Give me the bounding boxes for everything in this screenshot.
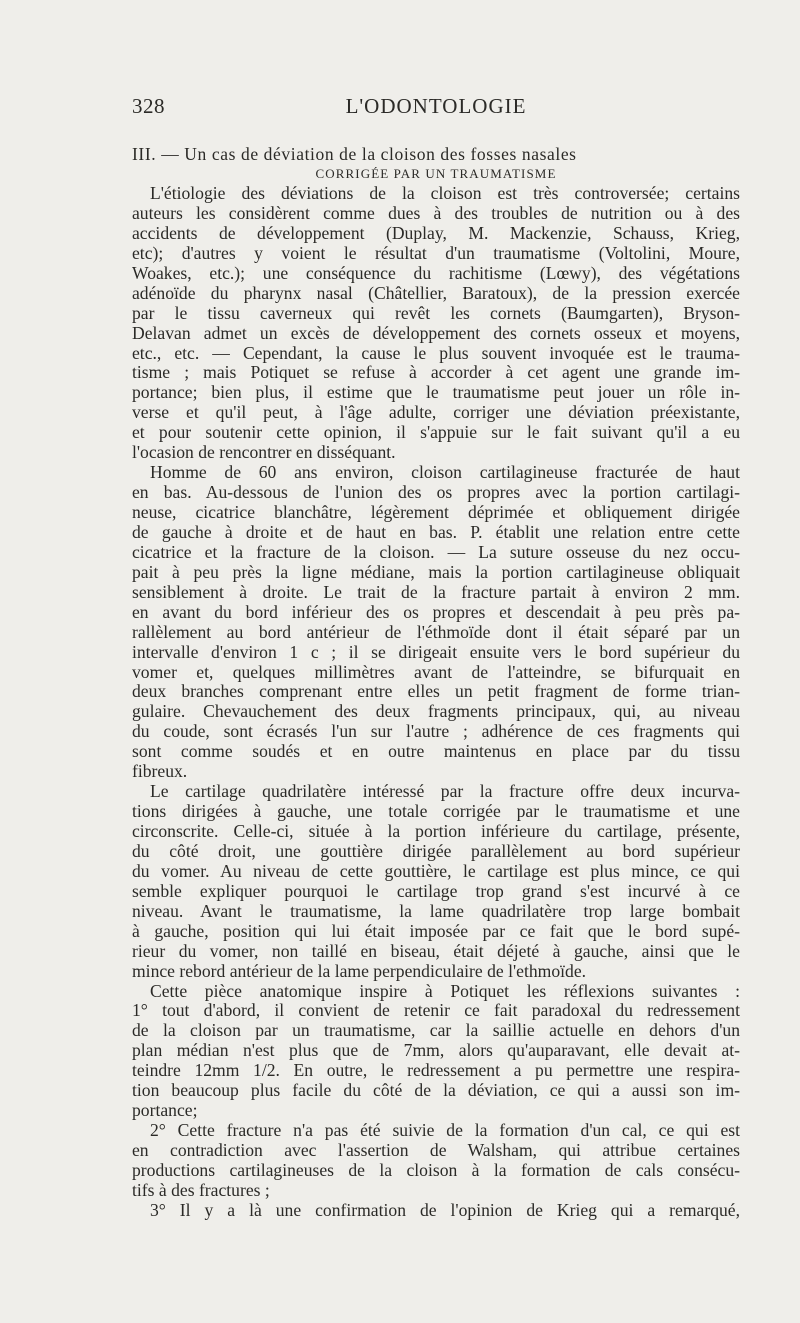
text-line: par le tissu caverneux qui revêt les cornets (Baumgarten), Bryson- (132, 303, 740, 323)
text-line: niveau. Avant le traumatisme, la lame quadrilatère trop large bombait (132, 901, 740, 921)
text-line: mince rebord antérieur de la lame perpendiculaire de l'ethmoïde. (132, 961, 587, 981)
text-line: etc); d'autres y voient le résultat d'un traumatisme (Voltolini, Moure, (132, 243, 740, 263)
article-body (132, 184, 740, 1221)
text-line: sensiblement à droite. Le trait de la fracture partait à environ 2 mm. (132, 582, 740, 602)
text-line: tifs à des fractures ; (132, 1180, 270, 1200)
text-line: de gauche à droite et de haut en bas. P. établit une relation entre cette (132, 522, 740, 542)
text-line: fibreux. (132, 762, 188, 782)
text-line: plan médian n'est plus que de 7mm, alors qu'auparavant, elle devait at- (132, 1041, 740, 1061)
text-line: Woakes, etc.); une conséquence du rachitisme (Lœwy), des végétations (132, 263, 740, 283)
text-line: de la cloison par un traumatisme, car la saillie actuelle en dehors d'un (132, 1021, 740, 1041)
text-line: du vomer. Au niveau de cette gouttière, le cartilage est plus mince, ce qui (132, 861, 740, 881)
text-line: gulaire. Chevauchement des deux fragments principaux, qui, au niveau (132, 702, 740, 722)
text-line: Homme de 60 ans environ, cloison cartilagineuse fracturée de haut (150, 463, 740, 483)
text-line: rallèlement au bord antérieur de l'éthmoïde dont il était séparé par un (132, 622, 740, 642)
text-line: en bas. Au-dessous de l'union des os propres avec la portion cartilagi- (132, 483, 740, 503)
text-line: du côté droit, une gouttière dirigée parallèlement au bord supérieur (132, 841, 740, 861)
text-line: Delavan admet un excès de développement des cornets osseux et moyens, (132, 323, 740, 343)
text-line: pait à peu près la ligne médiane, mais la portion cartilagineuse obliquait (132, 562, 740, 582)
text-line: Le cartilage quadrilatère intéressé par la fracture offre deux incurva- (150, 782, 740, 802)
page-number: 328 (132, 94, 165, 118)
text-line: productions cartilagineuses de la cloison à la formation de cals consécu- (132, 1160, 740, 1180)
text-line: en contradiction avec l'assertion de Walsham, qui attribue certaines (132, 1141, 740, 1160)
text-line: neuse, cicatrice blanchâtre, légèrement déprimée et obliquement dirigée (132, 503, 740, 522)
article-heading (132, 144, 740, 184)
text-line: Cette pièce anatomique inspire à Potiquet les réflexions suivantes : (150, 981, 740, 1001)
text-line: deux branches comprenant entre elles un petit fragment de forme trian- (132, 682, 740, 702)
text-line: cicatrice et la fracture de la cloison. — La suture osseuse du nez occu- (132, 542, 740, 562)
text-line: vomer et, quelques millimètres avant de l'atteindre, se bifurquait en (132, 662, 740, 682)
text-line: sont comme soudés et en outre maintenus en place par du tissu (132, 742, 740, 762)
text-line: rieur du vomer, non taillé en biseau, était déjeté à gauche, ainsi que le (132, 941, 740, 961)
article-title-line-2: CORRIGÉE PAR UN TRAUMATISME (315, 166, 557, 181)
text-line: teindre 12mm 1/2. En outre, le redressement a pu permettre une respira- (132, 1061, 740, 1081)
running-title: L'ODONTOLOGIE (345, 94, 527, 118)
text-line: verse et qu'il peut, à l'âge adulte, corriger une déviation préexistante, (132, 403, 740, 423)
text-line: portance; (132, 1101, 198, 1121)
text-line: semble expliquer pourquoi le cartilage trop grand s'est incurvé à ce (132, 881, 740, 901)
text-line: tion beaucoup plus facile du côté de la déviation, ce qui a aussi son im- (132, 1081, 740, 1101)
text-line: adénoïde du pharynx nasal (Châtellier, Baratoux), de la pression exercée (132, 283, 740, 303)
text-line: l'ocasion de rencontrer en disséquant. (132, 443, 396, 463)
article-title-line-1: III. — Un cas de déviation de la cloison des fosses nasales (132, 144, 577, 164)
text-line: 3° Il y a là une confirmation de l'opinion de Krieg qui a remarqué, (150, 1200, 740, 1220)
text-line: en avant du bord inférieur des os propres et descendait à peu près pa- (132, 602, 740, 622)
text-line: à gauche, position qui lui était imposée par ce fait que le bord supé- (132, 921, 740, 941)
text-line: auteurs les considèrent comme dues à des troubles de nutrition ou à des (132, 203, 740, 223)
text-line: 2° Cette fracture n'a pas été suivie de la formation d'un cal, ce qui est (150, 1121, 740, 1141)
text-line: du coude, sont écrasés l'un sur l'autre ; adhérence de ces fragments qui (132, 722, 740, 742)
text-line: tions dirigées à gauche, une totale corrigée par le traumatisme et une (132, 802, 740, 822)
text-line: 1° tout d'abord, il convient de retenir ce fait paradoxal du redressement (132, 1001, 740, 1021)
text-line: etc., etc. — Cependant, la cause le plus souvent invoquée est le trauma- (132, 343, 740, 363)
text-line: tisme ; mais Potiquet se refuse à accorder à cet agent une grande im- (132, 363, 740, 383)
text-line: accidents de développement (Duplay, M. Mackenzie, Schauss, Krieg, (132, 223, 740, 243)
text-line: intervalle d'environ 1 c ; il se dirigeait ensuite vers le bord supérieur du (132, 642, 740, 662)
text-line: circonscrite. Celle-ci, située à la portion inférieure du cartilage, présente, (132, 822, 740, 841)
text-line: et pour soutenir cette opinion, il s'appuie sur le fait suivant qu'il a eu (132, 423, 740, 443)
running-head (132, 94, 740, 124)
text-line: L'étiologie des déviations de la cloison est très controversée; certains (150, 184, 740, 203)
text-line: portance; bien plus, il estime que le traumatisme peut jouer un rôle in- (132, 383, 740, 403)
